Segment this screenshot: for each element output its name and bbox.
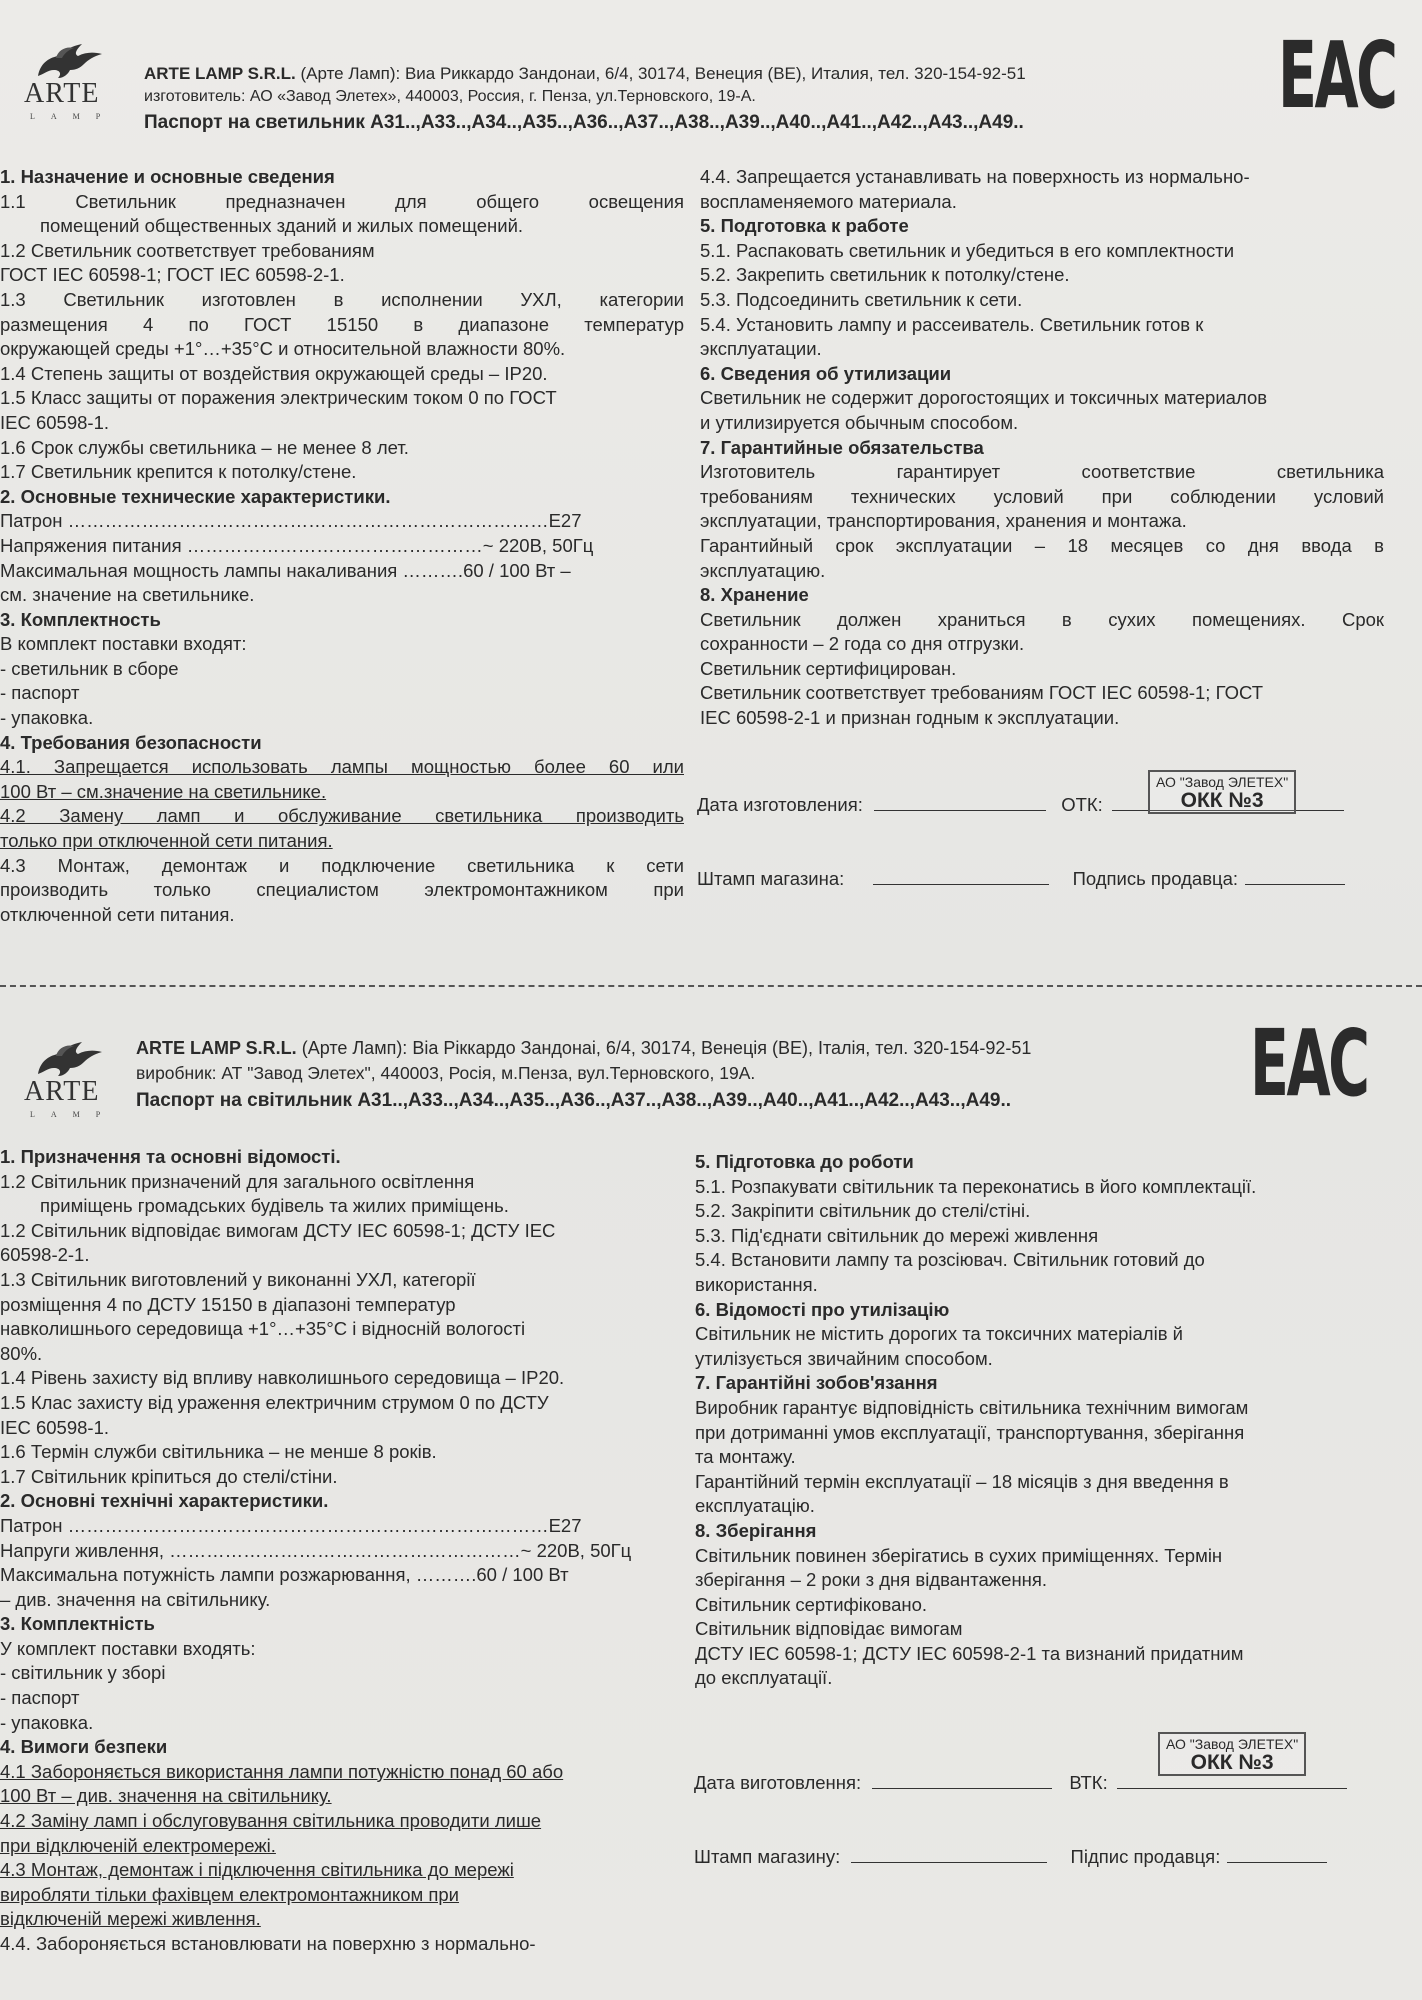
seller-signature-label: Підпис продавця: [1070,1846,1221,1867]
text-line: 1.2 Светильник соответствует требованиям [0,239,375,261]
stamp-code: ОКК №3 [1180,789,1264,812]
text-line: використання. [695,1273,818,1295]
logo-wordmark: ARTE [24,78,100,109]
logo-subtext: LAMP [30,112,117,121]
text-line: 4.2 Замену ламп и обслуживание светильника производить [0,805,684,827]
text-line: при дотриманні умов експлуатації, транспортування, зберігання [695,1421,1245,1443]
spec-line: Патрон ……………………………………………………………………E27 [0,510,582,532]
list-item: - світильник у зборі [0,1662,166,1684]
text-line: 5.2. Закрепить светильник к потолку/стене. [700,264,1070,286]
list-item: - упаковка. [0,1711,94,1733]
section-heading: 4. Требования безопасности [0,731,262,753]
text-line: 1.4 Степень защиты от воздействия окружающей среды – IP20. [0,362,548,384]
section-heading: 3. Комплектность [0,608,161,630]
text-line: приміщень громадських будівель та жилих приміщень. [40,1195,509,1217]
shop-stamp-label: Штамп магазина: [697,868,845,889]
column-left-ru [0,165,684,927]
winged-lion-icon [18,40,118,80]
text-line: 4.3 Монтаж, демонтаж и подключение светильника к сети [0,854,684,876]
manufacture-date-label: Дата изготовления: [697,794,863,815]
column-right-ru [700,165,1384,731]
text-line: 5.1. Розпакувати світильник та переконатись в його комплектації. [695,1175,1257,1197]
text-line: 60598-2-1. [0,1244,90,1266]
header-text [136,1038,1236,1112]
stamp-org: АО "Завод ЭЛЕТЕХ" [1166,1736,1299,1752]
text-line: воспламеняемого материала. [700,190,957,212]
text-line: Гарантійний термін експлуатації – 18 місяців з дня введення в [695,1470,1229,1492]
text-line: – див. значення на світильнику. [0,1588,271,1610]
text-line: 1.3 Світильник виготовлений у виконанні УХЛ, категорії [0,1268,476,1290]
section-heading: 2. Основные технические характеристики. [0,485,391,507]
stamp-code: ОКК №3 [1190,1751,1274,1774]
text-line: 4.1. Запрещается использовать лампы мощностью более 60 или [0,756,684,778]
text-line: IEC 60598-2-1 и признан годным к эксплуатации. [700,707,1120,729]
text-line: 1.1 Светильник предназначен для общего освещения [0,190,684,212]
text-line: эксплуатации. [700,338,822,360]
text-line: 1.3 Светильник изготовлен в исполнении УХЛ, категории [0,288,684,310]
text-line: навколишнього середовища +1°…+35°С і відносній вологості [0,1318,526,1340]
text-line: утилізується звичайним способом. [695,1347,993,1369]
text-line: окружающей среды +1°…+35°С и относительной влажности 80%. [0,338,566,360]
section-heading: 8. Зберігання [695,1519,817,1541]
column-left-ua [0,1145,676,1957]
text-line: Світильник повинен зберігатись в сухих приміщеннях. Термін [695,1544,1223,1566]
manufacturer-line: виробник: АТ "Завод Элетех", 440003, Росія, м.Пенза, вул.Терновского, 19А. [136,1063,756,1083]
text-line: IEC 60598-1. [0,1416,110,1438]
text-line: Изготовитель гарантирует соответствие светильника [700,461,1384,483]
manufacture-date-field[interactable] [874,809,1046,811]
eac-mark: ЕАС [1278,22,1396,129]
text-line: ГОСТ IEC 60598-1; ГОСТ IEC 60598-2-1. [0,264,345,286]
text-line: зберігання – 2 роки з дня відвантаження. [695,1569,1048,1591]
seller-signature-label: Подпись продавца: [1072,868,1239,889]
text-line: 80%. [0,1342,43,1364]
text-line: 5.1. Распаковать светильник и убедиться в его комплектности [700,239,1235,261]
otk-label: ВТК: [1069,1772,1108,1793]
logo-subtext: LAMP [30,1110,117,1119]
passport-ua [0,1010,1422,2000]
okk-stamp [1158,1732,1306,1776]
company-address: (Арте Ламп): Виа Риккардо Зандонаи, 6/4, 30174, Венеция (ВЕ), Италия, тел. 320-154-92-51 [300,64,1026,83]
text-line: 100 Вт – см.значение на светильнике. [0,780,327,802]
text-line: эксплуатацию. [700,559,826,581]
text-line: 4.4. Запрещается устанавливать на поверхность из нормально- [700,166,1250,187]
text-line: и утилизируется обычным способом. [700,411,1019,433]
company-address: (Арте Ламп): Віа Ріккардо Зандонаі, 6/4, 30174, Венеція (ВЕ), Італія, тел. 320-154-92-51 [301,1038,1032,1058]
list-item: - светильник в сборе [0,657,179,679]
spec-line: Напряжения питания …………………………………………~ 220В, 50Гц [0,534,594,556]
text-line: виробляти тільки фахівцем електромонтажником при [0,1883,459,1905]
section-heading: 5. Підготовка до роботи [695,1151,914,1172]
text-line: експлуатацію. [695,1495,815,1517]
spec-line: Напруги живлення, …………………………………………………~ 220В, 50Гц [0,1539,632,1561]
manufacturer-line: изготовитель: АО «Завод Элетех», 440003, Россия, г. Пенза, ул.Терновского, 19-А. [144,88,756,105]
header-ru [0,0,1422,150]
text-line: 1.2 Світильник відповідає вимогам ДСТУ IEC 60598-1; ДСТУ IEC [0,1219,556,1241]
section-heading: 6. Сведения об утилизации [700,362,952,384]
list-item: - паспорт [0,682,80,704]
passport-ru [0,0,1422,980]
section-heading: 1. Призначення та основні відомості. [0,1146,341,1167]
section-heading: 7. Гарантійні зобов'язання [695,1372,938,1394]
text-line: Світильник не містить дорогих та токсичних матеріалів й [695,1323,1184,1345]
manufacture-date-field[interactable] [872,1787,1052,1789]
text-line: 1.6 Термін служби світильника – не менше 8 років. [0,1441,437,1463]
spec-line: Максимальная мощность лампы накаливания ……….60 / 100 Вт – [0,559,571,581]
text-line: только при отключенной сети питания. [0,830,333,852]
shop-stamp-label: Штамп магазину: [694,1846,841,1867]
section-heading: 5. Подготовка к работе [700,215,909,237]
text-line: 4.1 Забороняється використання лампи потужністю понад 60 або [0,1760,564,1782]
otk-field[interactable] [1117,1787,1347,1789]
section-heading: 2. Основні технічні характеристики. [0,1490,329,1512]
section-heading: 4. Вимоги безпеки [0,1736,168,1758]
text-line: до експлуатації. [695,1667,833,1689]
text-line: 5.4. Установить лампу и рассеиватель. Светильник готов к [700,313,1204,335]
text-line: Гарантийный срок эксплуатации – 18 месяцев со дня ввода в [700,534,1384,556]
text-line: 4.3 Монтаж, демонтаж і підключення світильника до мережі [0,1859,514,1881]
text-line: производить только специалистом электромонтажником при [0,879,684,901]
passport-title: Паспорт на светильник А31..,А33..,А34..,А35..,А36..,А37..,А38..,А39..,А40..,А41..,А42..,А43..,А49.. [144,112,1024,133]
text-line: сохранности – 2 года со дня отгрузки. [700,633,1025,655]
text-line: IEC 60598-1. [0,411,110,433]
seller-signature-field[interactable] [1245,883,1345,885]
text-line: 4.2 Заміну ламп і обслуговування світильника проводити лише [0,1810,542,1832]
arte-lamp-logo [18,1038,118,1128]
passport-title: Паспорт на світильник А31..,А33..,А34..,А35..,А36..,А37..,А38..,А39..,А40..,А41..,А42..,А43..,А49.. [136,1090,1012,1111]
column-right-ua [695,1150,1395,1691]
manufacture-date-row [694,1772,1347,1794]
text-line: 1.6 Срок службы светильника – не менее 8 лет. [0,436,409,458]
text-line: отключенной сети питания. [0,903,235,925]
shop-stamp-field[interactable] [873,883,1049,885]
shop-stamp-field[interactable] [851,1861,1047,1863]
text-line: 5.3. Подсоединить светильник к сети. [700,288,1023,310]
text-line: см. значение на светильнике. [0,584,255,606]
text-line: 1.7 Светильник крепится к потолку/стене. [0,461,357,483]
text-line: розміщення 4 по ДСТУ 15150 в діапазоні температур [0,1293,456,1315]
text-line: при відключеній електромережі. [0,1834,276,1856]
logo-wordmark: ARTE [24,1076,100,1107]
header-ua [0,1010,1422,1160]
text-line: 1.4 Рівень захисту від впливу навколишнього середовища – IP20. [0,1367,565,1389]
company-line [144,64,1244,84]
text-line: та монтажу. [695,1446,796,1468]
section-heading: 6. Відомості про утилізацію [695,1298,950,1320]
text-line: відключеній мережі живлення. [0,1908,261,1930]
company-name: ARTE LAMP S.R.L. [136,1038,297,1058]
seller-signature-field[interactable] [1227,1861,1327,1863]
text-line: требованиям технических условий при соблюдении условий [700,485,1384,507]
text-line: ДСТУ IEC 60598-1; ДСТУ IEC 60598-2-1 та визнаний придатним [695,1642,1244,1664]
text-line: У комплект поставки входять: [0,1637,256,1659]
text-line: 1.5 Класс защиты от поражения электрическим током 0 по ГОСТ [0,387,557,409]
section-heading: 3. Комплектність [0,1613,155,1635]
text-line: 5.2. Закріпити світильник до стелі/стіні. [695,1200,1031,1222]
eac-mark: ЕАС [1250,1010,1368,1117]
text-line: размещения 4 по ГОСТ 15150 в диапазоне температур [0,313,684,335]
section-heading: 7. Гарантийные обязательства [700,436,984,458]
text-line: Светильник не содержит дорогостоящих и токсичных материалов [700,387,1268,409]
stamp-org: АО "Завод ЭЛЕТЕХ" [1156,774,1289,790]
text-line: В комплект поставки входят: [0,633,247,655]
cut-line [0,985,1422,987]
text-line: Светильник соответствует требованиям ГОСТ IEC 60598-1; ГОСТ [700,682,1264,704]
text-line: Світильник відповідає вимогам [695,1618,963,1640]
text-line: 5.3. Під'єднати світильник до мережі живлення [695,1224,1099,1246]
section-heading: 8. Хранение [700,584,809,606]
text-line: 1.2 Світильник призначений для загального освітлення [0,1170,475,1192]
text-line: помещений общественных зданий и жилых помещений. [40,215,524,237]
text-line: 4.4. Забороняється встановлювати на поверхню з нормально- [0,1933,536,1954]
spec-line: Патрон ……………………………………………………………………E27 [0,1514,582,1536]
winged-lion-icon [18,1038,118,1078]
text-line: эксплуатации, транспортирования, хранения и монтажа. [700,510,1187,532]
header-text [144,64,1244,134]
shop-stamp-row [694,1846,1327,1868]
text-line: 5.4. Встановити лампу та розсіювач. Світильник готовий до [695,1249,1205,1271]
shop-stamp-row [697,868,1345,890]
text-line: Светильник сертифицирован. [700,657,957,679]
okk-stamp [1148,770,1296,814]
text-line: 100 Вт – див. значення на світильнику. [0,1785,332,1807]
text-line: 1.5 Клас захисту від ураження електричним струмом 0 по ДСТУ [0,1391,549,1413]
company-name: ARTE LAMP S.R.L. [144,64,296,83]
section-heading: 1. Назначение и основные сведения [0,166,335,187]
text-line: Світильник сертифіковано. [695,1593,928,1615]
manufacture-date-label: Дата виготовлення: [694,1772,862,1793]
list-item: - упаковка. [0,707,94,729]
text-line: Виробник гарантує відповідність світильника технічним вимогам [695,1396,1249,1418]
list-item: - паспорт [0,1687,80,1709]
company-line [136,1038,1236,1059]
otk-label: ОТК: [1061,794,1103,815]
arte-lamp-logo [18,40,118,130]
text-line: Светильник должен храниться в сухих помещениях. Срок [700,608,1384,630]
text-line: 1.7 Світильник кріпиться до стелі/стіни. [0,1465,338,1487]
spec-line: Максимальна потужність лампи розжарювання, ……….60 / 100 Вт [0,1564,569,1586]
